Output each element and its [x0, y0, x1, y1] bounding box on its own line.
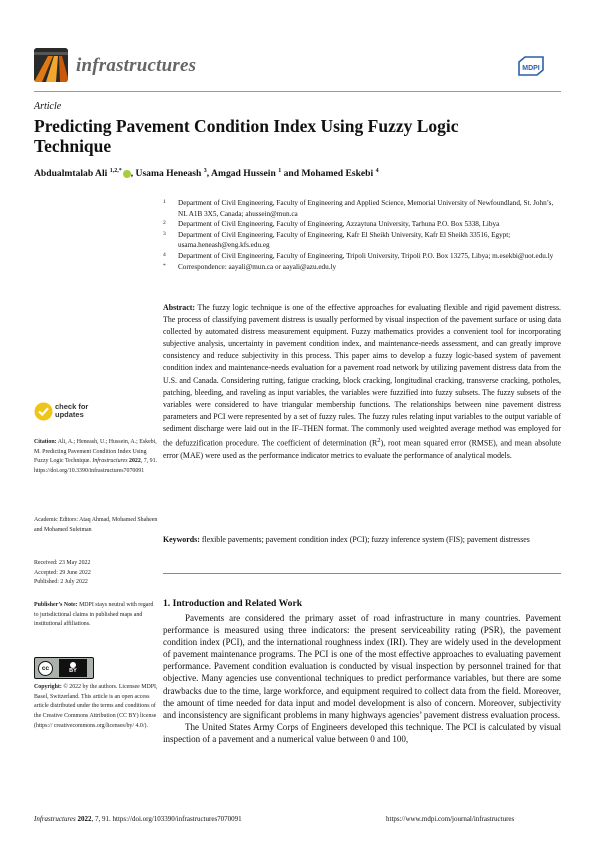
- author-name: Amgad Hussein: [211, 168, 276, 180]
- footer-year: 2022: [77, 815, 92, 823]
- body-paragraph: The United States Army Corps of Engineers developed this technique. The PCI is calculated by visual inspection of a pavement and a numerical value between 0 and 100,: [163, 721, 561, 744]
- article-type: Article: [34, 101, 62, 112]
- footer-journal: Infrastructures: [34, 815, 76, 823]
- affiliation-text: Department of Civil Engineering, Faculty of Engineering, Azzaytuna University, Tarhuna P.O. Box 5338, Libya: [178, 220, 500, 229]
- author-name: Abdualmtalab Ali: [34, 168, 108, 180]
- body-paragraph: Pavements are considered the primary asset of road infrastructure in many countries. Pavement performance is measured using three indicators: the present serviceability rating (PSR), the pavement condition index (PCI), and the international roughness index (IRI). They are widely used in the development of pavement maintenance programs. The PCI is one of the most effective approaches to evaluating pavement performance. Pavement condition evaluation is conducted by visual inspection by personnel trained for that objective. Many agencies use conventional techniques to predict performance variables, but there are some drawbacks due to the time, large workforce, and equipment required to collect data from the field. Moreover, the amount of time needed for data input and model development is also of concern. Moreover, subjectivity and inconsistency are significant problems in many highways agencies’ pavement distress evaluation process.: [163, 613, 561, 720]
- by-label: BY: [69, 667, 77, 674]
- author-name: Mohamed Eskebi: [301, 168, 374, 180]
- author-affil-mark: 1,2,*: [109, 168, 122, 174]
- cc-icon: cc: [38, 661, 53, 676]
- orcid-icon[interactable]: [123, 170, 131, 178]
- section-divider: [163, 573, 561, 574]
- check-for-updates-button[interactable]: [34, 402, 114, 424]
- author-name: Usama Heneash: [135, 168, 202, 180]
- cc-by-license-badge[interactable]: [34, 657, 94, 679]
- affiliation-text: Department of Civil Engineering, Faculty of Engineering, Tripoli University, Tripoli P.O. Box 13275, Libya; m.esekbi@uot.edu.ly: [178, 251, 554, 260]
- author-separator: ,: [206, 168, 212, 180]
- abstract-label: Abstract:: [163, 303, 195, 312]
- correspondence-text: Correspondence: aayali@mun.ca or aayali@azu.edu.ly: [178, 262, 337, 271]
- keywords-text: flexible pavements; pavement condition index (PCI); fuzzy inference system (FIS); pavement distresses: [201, 535, 530, 544]
- mdpi-logo-icon: [517, 56, 545, 76]
- author-affil-mark: 1: [278, 168, 282, 174]
- r-squared-superscript: 2: [377, 437, 381, 445]
- affiliation-text: Department of Civil Engineering, Faculty of Engineering and Applied Science, Memorial University of Newfoundland, St. John’s, NL A1B 3X5, Canada; ahussein@mun.ca: [178, 199, 554, 218]
- affiliation-mark: 1: [163, 199, 166, 205]
- article-title: Predicting Pavement Condition Index Using Fuzzy Logic Technique: [34, 116, 459, 156]
- author-separator: ,: [130, 168, 136, 180]
- affiliation-item: [163, 219, 563, 230]
- journal-name: infrastructures: [76, 55, 197, 76]
- check-updates-line2: updates: [55, 410, 84, 419]
- publisher-note: [34, 601, 158, 630]
- author-affil-mark: 4: [375, 168, 379, 174]
- check-updates-line1: check for: [55, 402, 89, 411]
- footer-citation: [34, 815, 242, 823]
- footer-doi[interactable]: , 7, 91. https://doi.org/103390/infrastructures7070091: [91, 815, 242, 823]
- abstract-text-end: ), root mean squared error (RMSE), and mean absolute error (MAE) were used as the performance indicator metrics to evaluate the performance of analytical models.: [163, 438, 562, 460]
- affiliation-mark: 3: [163, 230, 166, 237]
- author-list: [34, 168, 554, 179]
- header-rule: [34, 91, 561, 92]
- received-date: Received: 23 May 2022: [34, 560, 91, 566]
- check-for-updates-icon: [34, 402, 53, 421]
- affiliation-mark: 4: [163, 251, 166, 258]
- copyright-text: © 2022 by the authors. Licensee MDPI, Basel, Switzerland. This article is an open access article distributed under the terms and conditions of the Creative Commons Attribution (CC BY) license (https:// creativecommons.org/licenses/by/ 4.0/).: [34, 684, 158, 729]
- affiliation-mark: *: [163, 262, 166, 269]
- affiliation-mark: 2: [163, 220, 166, 227]
- publisher-note-label: Publisher’s Note:: [34, 602, 78, 608]
- accepted-date: Accepted: 29 June 2022: [34, 569, 91, 576]
- citation-journal: Infrastructures: [92, 458, 128, 465]
- copyright-block: [34, 683, 158, 732]
- citation-year: 2022: [129, 458, 141, 465]
- publisher-note-text: MDPI stays neutral with regard to jurisdictional claims in published maps and institutional affiliations.: [34, 602, 154, 628]
- copyright-label: Copyright:: [34, 684, 62, 690]
- published-date: Published: 2 July 2022: [34, 579, 88, 586]
- affiliation-item: [163, 230, 563, 251]
- footer-journal-url[interactable]: https://www.mdpi.com/journal/infrastructures: [386, 815, 515, 823]
- dates-block: [34, 559, 158, 588]
- affiliation-item: [163, 251, 563, 262]
- academic-editors: Academic Editors: Ataq Ahmad, Mohamed Shaheen and Mohamed Suleiman: [34, 517, 158, 533]
- citation-doi[interactable]: , 7, 91. https://doi.org/10.3390/infrastructures7070091: [34, 458, 157, 475]
- affiliation-item: [163, 198, 563, 219]
- abstract-text: The fuzzy logic technique is one of the effective approaches for evaluating flexible and rigid pavement distress. The process of classifying pavement distress is usually performed by visual inspection of the pavement surface or using data collected by automated distress measurement equipment. Fuzzy mathematics provides a convenient tool for incorporating subjective analysis, uncertainty in pavement condition index, and maintenance-needs assessment, and can greatly improve consistency and reduce subjectivity in this process. This paper aims to develop a fuzzy logic-based system of pavement condition index and maintenance-needs evaluation for a pavement road network by utilizing pavement distress data from the U.S. and Canada. Considering rutting, fatigue cracking, block cracking, longitudinal cracking, transverse cracking, potholes, patching, bleeding, and raveling as input variables, the variables were fuzzified into fuzzy subsets. The fuzzy subsets of the variables were considered to have triangular membership functions. The relationships between nine pavement distress parameters and PCI were represented by a set of fuzzy rules. The fuzzy rules relating input variables to the output variable of sediment discharge were laid out in the IF–THEN format. The commonly used weighted average method was employed for the defuzzification procedure. The coefficient of determination (R: [163, 303, 561, 448]
- keywords: [163, 534, 561, 546]
- citation-label: Citation:: [34, 439, 57, 445]
- author-affil-mark: 3: [203, 168, 207, 174]
- author-separator: and: [281, 168, 302, 180]
- abstract: [163, 302, 561, 462]
- section-heading: 1. Introduction and Related Work: [163, 598, 303, 609]
- body-text: [163, 612, 561, 745]
- svg-text:MDPI: MDPI: [522, 65, 540, 72]
- affiliation-item: [163, 262, 563, 273]
- affiliation-text: Department of Civil Engineering, Faculty of Engineering, Kafr El Sheikh University, Kafr El Sheikh 33516, Egypt; usama.heneash@eng.kfs.edu.eg: [178, 230, 511, 250]
- citation-text: Ali, A.; Heneash, U.; Hussein, A.; Eskebi, M. Predicting Pavement Condition Index Using Fuzzy Logic Technique.: [34, 439, 157, 465]
- by-icon: [59, 659, 87, 677]
- affiliations: [163, 198, 563, 272]
- keywords-label: Keywords:: [163, 535, 200, 544]
- journal-logo-icon: [34, 48, 68, 82]
- citation-block: [34, 438, 158, 477]
